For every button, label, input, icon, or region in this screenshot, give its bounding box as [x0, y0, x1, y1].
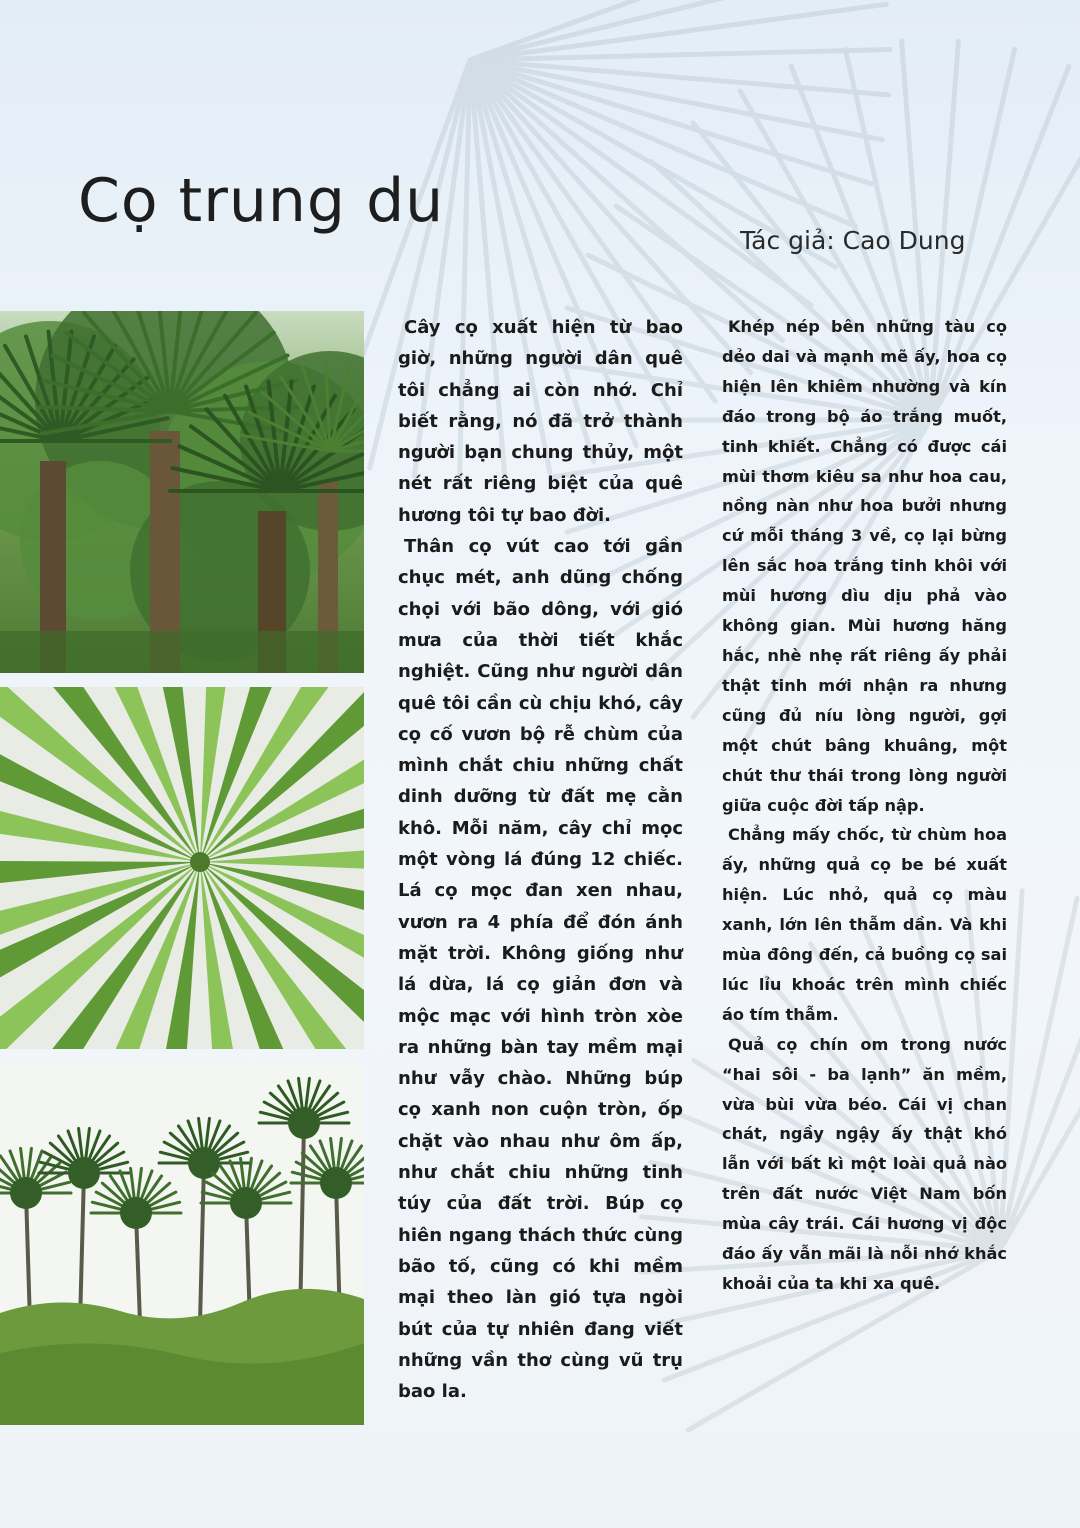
palm-grove-field-photo	[0, 1063, 364, 1425]
paragraph-taste: Quả cọ chín om trong nước “hai sôi - ba lạnh” ăn mềm, vừa bùi vừa béo. Cái vị chan chát, ngầy ngậy ấy thật khó lẫn với bất kì một loài quả nào trên đất nước Việt Nam bốn mùa cây trái. Cái hương vị độc đáo ấy vẫn mãi là nỗi nhớ khắc khoải của ta khi xa quê.	[722, 1034, 1007, 1293]
page-title: Cọ trung du	[78, 166, 445, 236]
paragraph-origin: Cây cọ xuất hiện từ bao giờ, những người dân quê tôi chẳng ai còn nhớ. Chỉ biết rằng, nó đã trở thành người bạn chung thủy, một nét rất riêng biệt của quê hương tôi tự bao đời.	[398, 317, 683, 526]
paragraph-trunk-and-leaves: Thân cọ vút cao tới gần chục mét, anh dũng chống chọi với bão dông, với gió mưa của thời tiết khắc nghiệt. Cũng như người dân quê tôi cần cù chịu khó, cây cọ cố vươn bộ rễ chùm của mình chắt chiu những chất dinh dưỡng từ đất mẹ cằn khô. Mỗi năm, cây chỉ mọc một vòng lá đúng 12 chiếc. Lá cọ mọc đan xen nhau, vươn ra 4 phía để đón ánh mặt trời. Không giống như lá dừa, lá cọ giản đơn và mộc mạc với hình tròn xòe ra những bàn tay mềm mại như vẫy chào. Những búp cọ xanh non cuộn tròn, ốp chặt vào nhau như ôm ấp, như chắt chiu những tinh túy của đất trời. Búp cọ hiên ngang thách thức cùng bão tố, cũng có khi mềm mại theo làn gió tựa ngòi bút của tự nhiên đang viết những vần thơ cùng vũ trụ bao la.	[398, 536, 683, 1403]
author-byline: Tác giả: Cao Dung	[740, 226, 966, 255]
palm-frond-closeup-photo	[0, 687, 364, 1049]
article-column-1	[398, 312, 683, 1407]
palm-trunks-photo	[0, 311, 364, 673]
paragraph-fruit: Chẳng mấy chốc, từ chùm hoa ấy, những quả cọ be bé xuất hiện. Lúc nhỏ, quả cọ màu xanh, lớn lên thẫm dần. Và khi mùa đông đến, cả buồng cọ sai lúc lỉu khoác trên mình chiếc áo tím thẫm.	[722, 825, 1007, 1024]
article-column-2	[722, 312, 1007, 1299]
paragraph-flowers: Khép nép bên những tàu cọ dẻo dai và mạnh mẽ ấy, hoa cọ hiện lên khiêm nhường và kín đáo trong bộ áo trắng muốt, tinh khiết. Chẳng có được cái mùi thơm kiêu sa như hoa cau, nồng nàn như hoa bưởi nhưng cứ mỗi tháng 3 về, cọ lại bừng lên sắc hoa trắng tinh khôi với mùi hương dìu dịu phả vào không gian. Mùi hương hăng hắc, nhè nhẹ rất riêng ấy phải thật tinh mới nhận ra nhưng cũng đủ níu lòng người, gợi một chút bâng khuâng, một chút thư thái trong lòng người giữa cuộc đời tấp nập.	[722, 317, 1007, 815]
